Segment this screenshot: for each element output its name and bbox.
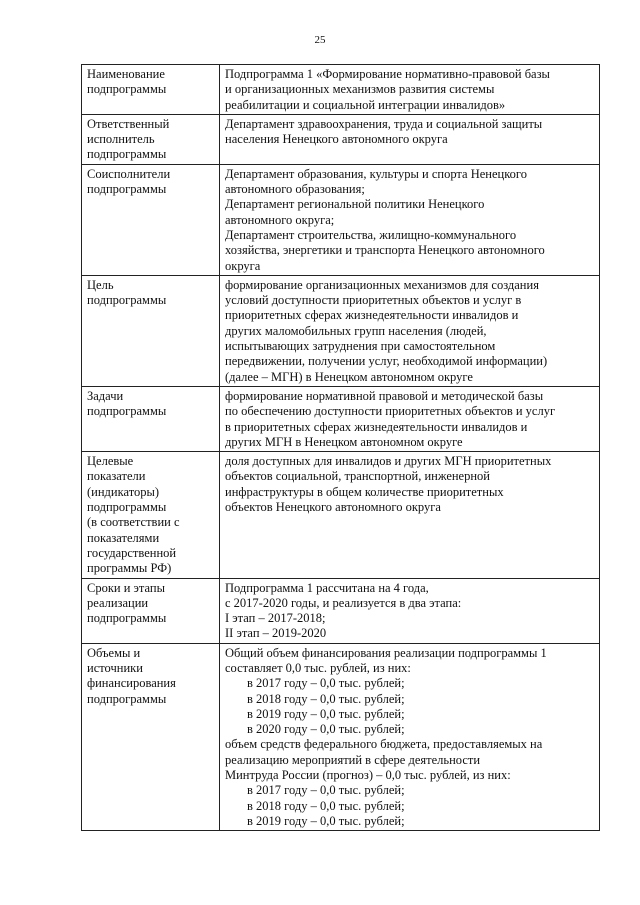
text-line: с 2017-2020 годы, и реализуется в два этапа:: [225, 595, 462, 610]
text-line: подпрограммы: [87, 182, 167, 197]
text-line: автономного округа;: [225, 212, 335, 227]
text-line: государственной: [87, 545, 177, 560]
text-line: в 2018 году – 0,0 тыс. рублей;: [247, 798, 405, 813]
text-line: II этап – 2019-2020: [225, 626, 327, 641]
text-line: формирование организационных механизмов для создания: [225, 277, 539, 292]
text-line: программы РФ): [87, 561, 172, 576]
text-line: подпрограммы: [87, 611, 167, 626]
table-row: [82, 452, 600, 578]
text-line: подпрограммы: [87, 82, 167, 97]
row-label-cell: [82, 452, 220, 578]
row-label-cell: [82, 578, 220, 643]
row-label-cell: [82, 164, 220, 275]
row-content-cell: [220, 643, 600, 831]
text-line: объектов Ненецкого автономного округа: [225, 500, 441, 515]
row-label-cell: [82, 275, 220, 386]
text-line: передвижении, получении услуг, необходимой информации): [225, 354, 548, 369]
table-row: [82, 164, 600, 275]
table-body: [82, 65, 600, 831]
text-line: реабилитации и социальной интеграции инвалидов»: [225, 97, 506, 112]
text-line: других МГН в Ненецком автономном округе: [225, 434, 463, 449]
text-line: объектов социальной, транспортной, инженерной: [225, 469, 490, 484]
text-line: других маломобильных групп населения (людей,: [225, 323, 487, 338]
text-line: подпрограммы: [87, 293, 167, 308]
row-label-cell: [82, 114, 220, 164]
text-line: населения Ненецкого автономного округа: [225, 132, 448, 147]
text-line: Наименование: [87, 67, 165, 81]
table-row: [82, 386, 600, 451]
text-line: (далее – МГН) в Ненецком автономном округе: [225, 369, 473, 384]
text-line: в 2018 году – 0,0 тыс. рублей;: [247, 691, 405, 706]
text-line: подпрограммы: [87, 147, 167, 162]
text-line: округа: [225, 258, 261, 273]
text-line: Подпрограмма 1 рассчитана на 4 года,: [225, 580, 429, 595]
text-line: составляет 0,0 тыс. рублей, из них:: [225, 660, 411, 675]
text-line: Задачи: [87, 388, 124, 403]
table-row: [82, 578, 600, 643]
row-content-cell: [220, 275, 600, 386]
text-line: Подпрограмма 1 «Формирование нормативно-правовой базы: [225, 67, 550, 81]
text-line: доля доступных для инвалидов и других МГН приоритетных: [225, 454, 552, 469]
text-line: (индикаторы): [87, 484, 160, 499]
row-content-cell: [220, 578, 600, 643]
subprogram-passport-table: [81, 64, 600, 831]
text-line: показателями: [87, 530, 160, 545]
text-line: источники: [87, 660, 143, 675]
text-line: Целевые: [87, 454, 134, 469]
text-line: Департамент региональной политики Ненецкого: [225, 197, 485, 212]
text-line: Цель: [87, 277, 114, 292]
table-row-funding: [82, 643, 600, 831]
text-line: в 2017 году – 0,0 тыс. рублей;: [247, 783, 405, 798]
text-line: приоритетных сферах жизнедеятельности инвалидов и: [225, 308, 519, 323]
text-line: в 2020 году – 0,0 тыс. рублей;: [247, 722, 405, 737]
text-line: показатели: [87, 469, 146, 484]
text-line: подпрограммы: [87, 500, 167, 515]
text-line: в приоритетных сферах жизнедеятельности инвалидов и: [225, 419, 528, 434]
text-line: объем средств федерального бюджета, предоставляемых на: [225, 737, 543, 752]
text-line: и организационных механизмов развития системы: [225, 82, 495, 97]
row-label-cell: [82, 65, 220, 115]
row-content-cell: [220, 386, 600, 451]
text-line: Департамент образования, культуры и спорта Ненецкого: [225, 166, 527, 181]
text-line: (в соответствии с: [87, 515, 180, 530]
text-line: условий доступности приоритетных объектов и услуг в: [225, 293, 522, 308]
text-line: финансирования: [87, 676, 176, 691]
text-line: реализации: [87, 595, 149, 610]
text-line: Департамент строительства, жилищно-коммунального: [225, 227, 517, 242]
text-line: испытывающих затруднения при самостоятельном: [225, 339, 496, 354]
text-line: по обеспечению доступности приоритетных объектов и услуг: [225, 404, 556, 419]
text-line: в 2019 году – 0,0 тыс. рублей;: [247, 813, 405, 828]
table-row: [82, 275, 600, 386]
text-line: Сроки и этапы: [87, 580, 165, 595]
text-line: подпрограммы: [87, 404, 167, 419]
row-content-cell: [220, 114, 600, 164]
text-line: автономного образования;: [225, 182, 365, 197]
table-row: [82, 114, 600, 164]
text-line: Ответственный: [87, 116, 170, 131]
row-content-cell: [220, 164, 600, 275]
text-line: подпрограммы: [87, 691, 167, 706]
text-line: в 2019 году – 0,0 тыс. рублей;: [247, 706, 405, 721]
page-number: 25: [314, 34, 326, 46]
text-line: I этап – 2017-2018;: [225, 611, 326, 626]
text-line: Общий объем финансирования реализации подпрограммы 1: [225, 645, 547, 660]
text-line: Департамент здравоохранения, труда и социальной защиты: [225, 116, 543, 131]
text-line: реализацию мероприятий в сфере деятельности: [225, 752, 481, 767]
text-line: исполнитель: [87, 132, 155, 147]
text-line: формирование нормативной правовой и методической базы: [225, 388, 544, 403]
text-line: Соисполнители: [87, 166, 171, 181]
text-line: Минтруда России (прогноз) – 0,0 тыс. рублей, из них:: [225, 768, 511, 783]
row-content-cell: [220, 452, 600, 578]
text-line: Объемы и: [87, 645, 141, 660]
row-label-cell: [82, 386, 220, 451]
row-label-cell: [82, 643, 220, 831]
text-line: в 2017 году – 0,0 тыс. рублей;: [247, 676, 405, 691]
row-content-cell: [220, 65, 600, 115]
text-line: хозяйства, энергетики и транспорта Ненецкого автономного: [225, 243, 545, 258]
text-line: инфраструктуры в общем количестве приоритетных: [225, 484, 504, 499]
table-row: [82, 65, 600, 115]
